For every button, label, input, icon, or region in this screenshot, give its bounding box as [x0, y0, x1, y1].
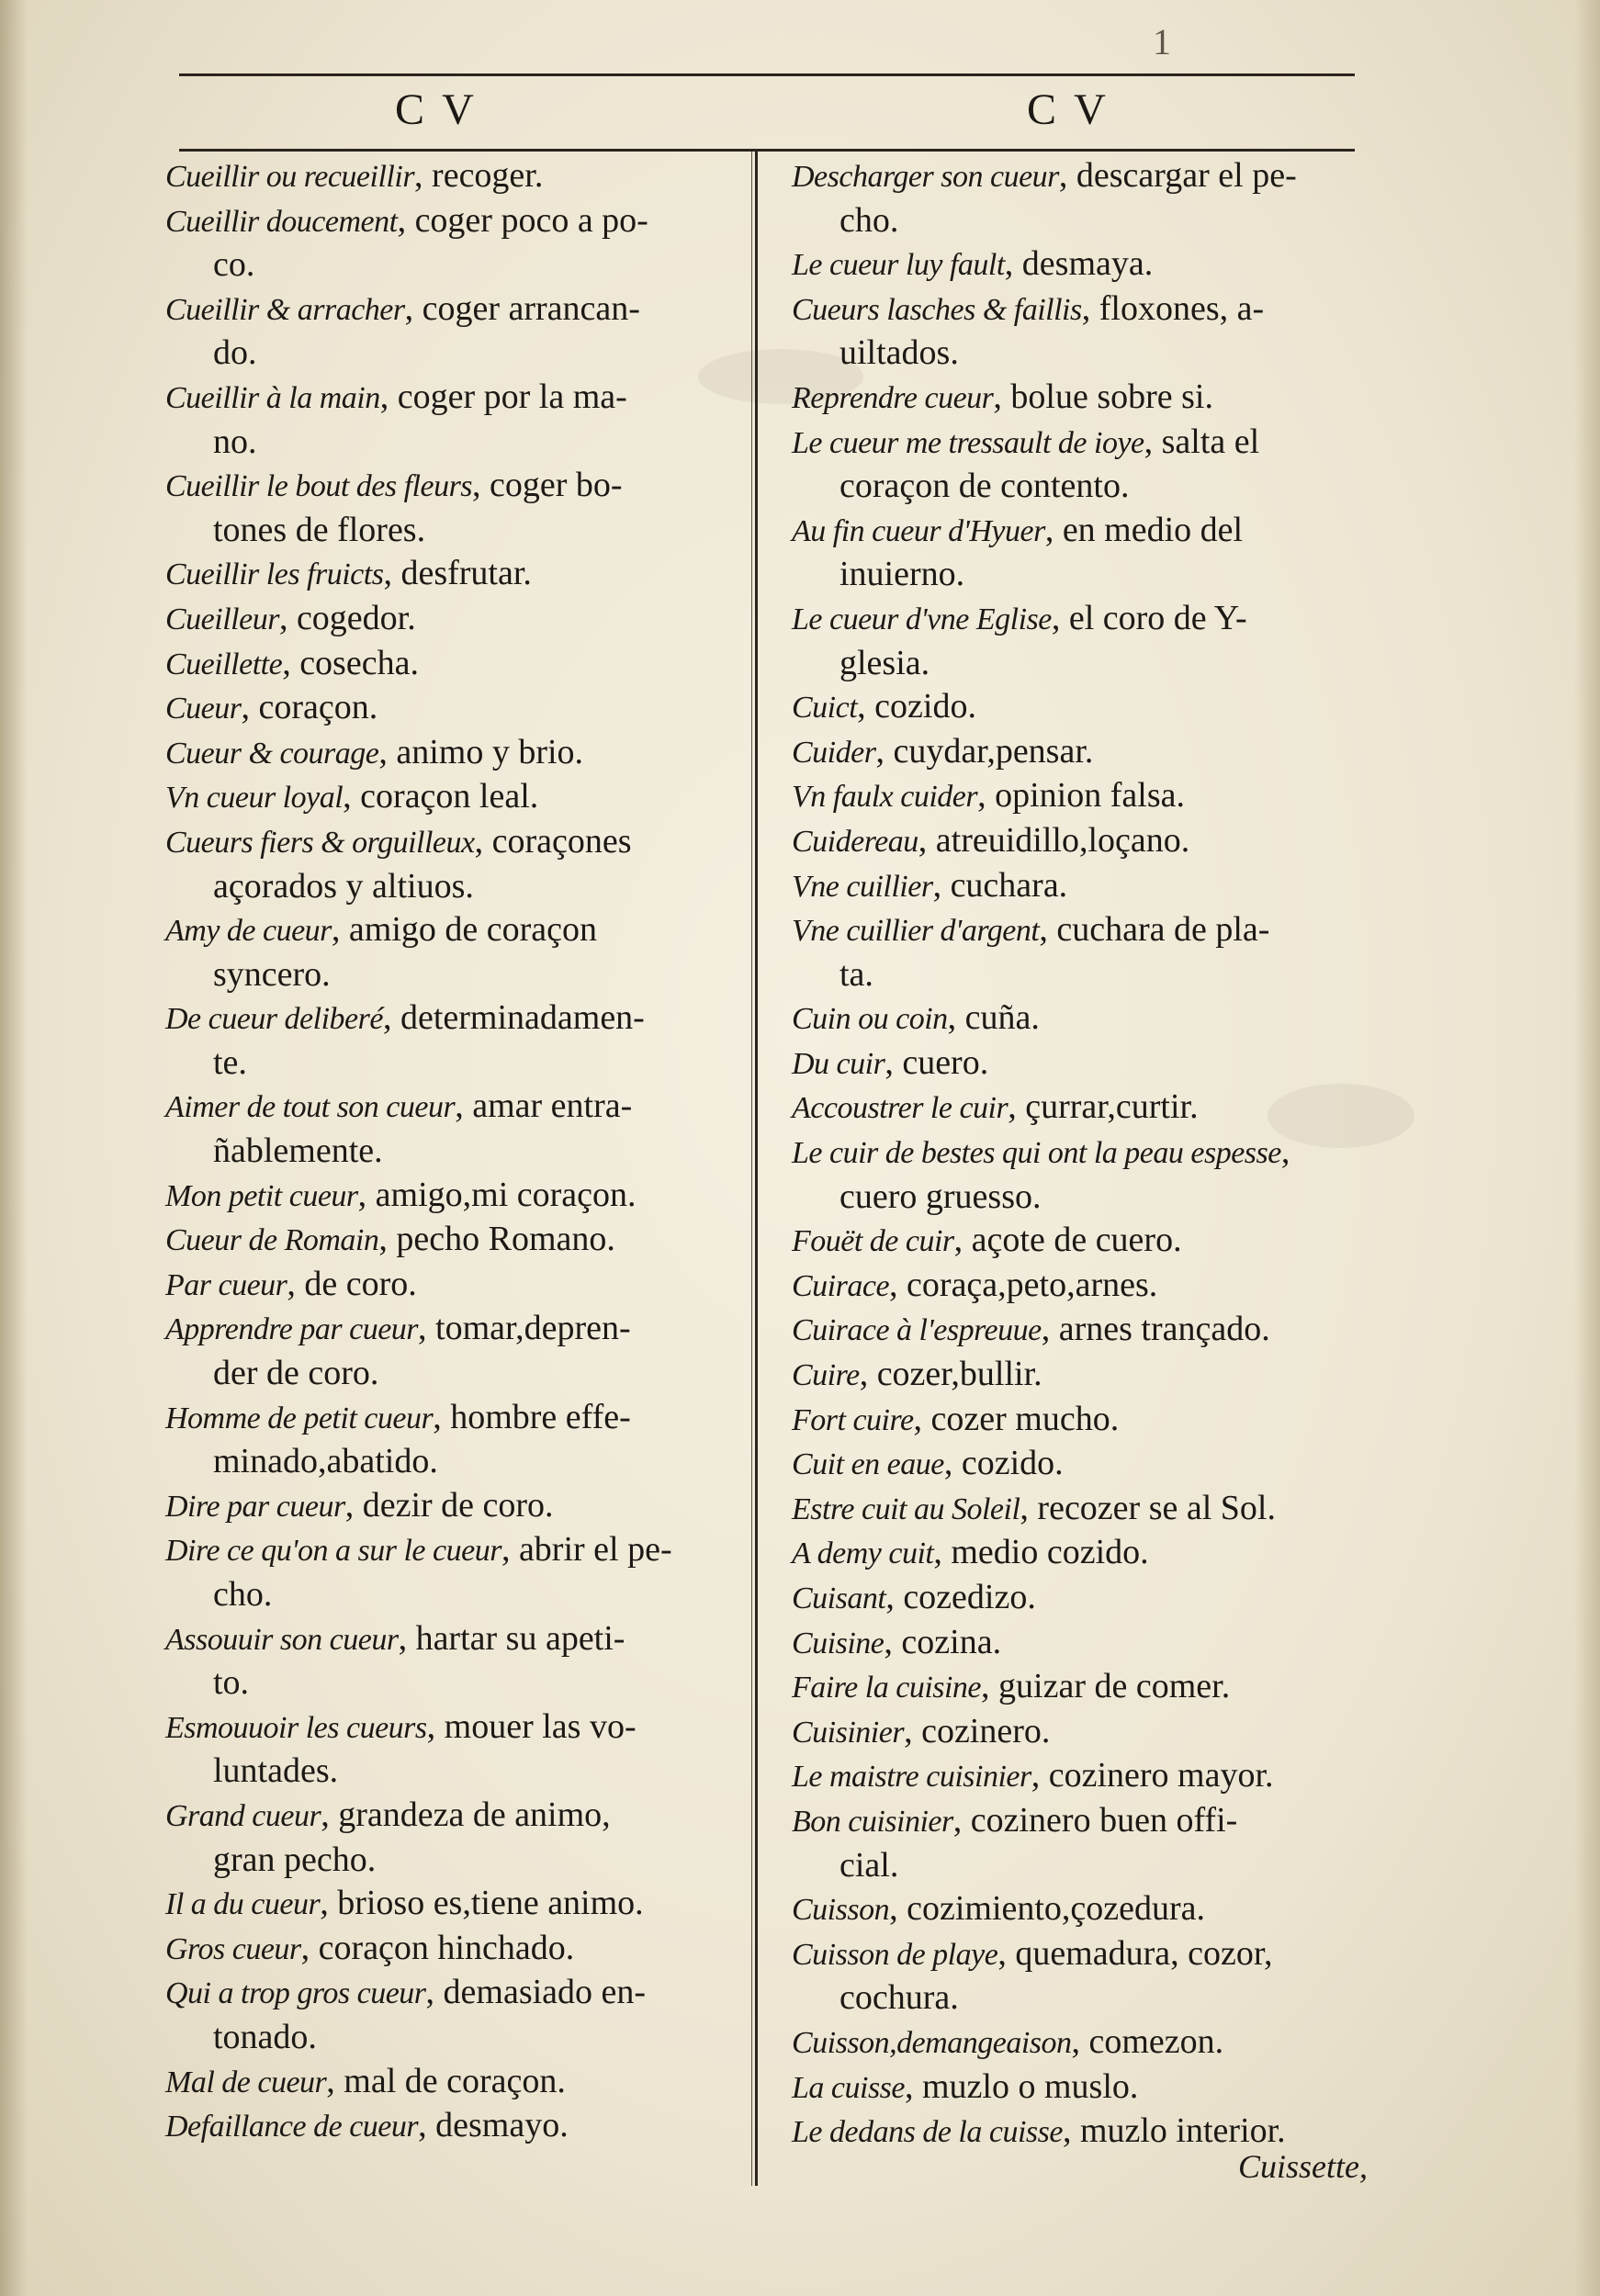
dictionary-entry: [792, 1041, 1380, 1086]
dictionary-entry: [165, 1794, 744, 1882]
translation-continuation: te.: [213, 1042, 247, 1082]
dictionary-entry: [165, 1307, 744, 1395]
spanish-translation: coger por la ma-: [397, 377, 627, 416]
left-column: [165, 154, 744, 2149]
spanish-translation: mouer las vo-: [444, 1706, 637, 1746]
entry-separator: ,: [357, 1175, 376, 1214]
dictionary-entry: [165, 287, 744, 376]
spanish-translation: comezon.: [1088, 2021, 1224, 2061]
entry-separator: ,: [501, 1530, 519, 1570]
french-headword: Faire la cuisine: [792, 1671, 982, 1705]
spanish-translation: açote de cuero.: [971, 1221, 1182, 1260]
french-headword: A demy cuit: [792, 1536, 934, 1571]
spanish-translation: cogedor.: [296, 598, 416, 637]
dictionary-entry: [165, 376, 744, 464]
entry-separator: ,: [378, 732, 397, 771]
spanish-translation: amigo de coraçon: [348, 910, 598, 950]
entry-separator: ,: [326, 2061, 344, 2100]
entry-separator: ,: [433, 1397, 451, 1436]
entry-separator: ,: [300, 1928, 319, 1967]
translation-continuation: inuierno.: [839, 555, 965, 594]
french-headword: Vn faulx cuider: [792, 780, 978, 815]
french-headword: Par cueur: [165, 1267, 287, 1302]
entry-separator: ,: [1051, 598, 1069, 637]
entry-separator: ,: [918, 820, 936, 860]
entry-separator: ,: [947, 998, 965, 1038]
dictionary-entry: [792, 1442, 1380, 1487]
translation-continuation: cochura.: [839, 1978, 959, 2018]
translation-continuation: cho.: [839, 200, 899, 240]
spanish-translation: çurrar,curtir.: [1025, 1087, 1199, 1127]
entry-separator: ,: [404, 288, 423, 328]
spanish-translation: coraçon hinchado.: [318, 1928, 575, 1967]
translation-continuation: uiltados.: [839, 333, 959, 373]
french-headword: Cueillir & arracher: [165, 292, 405, 327]
dictionary-entry: [792, 376, 1380, 421]
french-headword: Amy de cueur: [165, 914, 332, 949]
entry-separator: ,: [474, 821, 492, 861]
dictionary-entry: [792, 287, 1380, 376]
dictionary-entry: [165, 1617, 744, 1705]
dictionary-entry: [792, 1086, 1380, 1131]
column-divider: [755, 152, 758, 2186]
french-headword: Vne cuillier: [792, 869, 933, 904]
french-headword: Fort cuire: [792, 1402, 914, 1437]
spanish-translation: salta el: [1161, 422, 1260, 461]
entry-separator: ,: [414, 156, 433, 195]
french-headword: Cuirace à l'espreuue: [792, 1313, 1042, 1348]
french-headword: Cuict: [792, 691, 858, 726]
spanish-translation: quemadura, cozor,: [1015, 1933, 1273, 1973]
spanish-translation: desmayo.: [435, 2106, 569, 2145]
column-divider-thin: [751, 152, 752, 2186]
dictionary-entry: [792, 1576, 1380, 1621]
entry-separator: ,: [1144, 422, 1162, 461]
spanish-translation: cozimiento,çozedura.: [907, 1889, 1206, 1929]
dictionary-entry: [792, 1754, 1380, 1799]
french-headword: Defaillance de cueur: [165, 2110, 419, 2144]
entry-separator: ,: [1062, 2111, 1080, 2151]
entry-separator: ,: [425, 1973, 444, 2012]
french-headword: Cueillir les fruicts: [165, 557, 384, 592]
french-headword: Fouët de cuir: [792, 1224, 954, 1259]
translation-continuation: cial.: [839, 1845, 899, 1885]
spanish-translation: cuchara de pla-: [1056, 910, 1270, 950]
spanish-translation: bolue sobre si.: [1010, 377, 1213, 416]
dictionary-entry: [165, 1218, 744, 1263]
entry-separator: ,: [1044, 510, 1063, 549]
french-headword: Cuisson: [792, 1893, 890, 1928]
entry-separator: ,: [952, 1800, 971, 1840]
dictionary-entry: [165, 1396, 744, 1484]
spanish-translation: en medio del: [1062, 510, 1244, 549]
dictionary-entry: [792, 1710, 1380, 1755]
catchword: Cuissette,: [1238, 2148, 1368, 2185]
spanish-translation: cozer,bullir.: [876, 1355, 1042, 1394]
french-headword: Bon cuisinier: [792, 1804, 953, 1839]
entry-separator: ,: [943, 1444, 962, 1483]
french-headword: Vn cueur loyal: [165, 781, 344, 816]
entry-separator: ,: [418, 1309, 436, 1348]
french-headword: Apprendre par cueur: [165, 1312, 419, 1347]
entry-separator: ,: [1020, 1488, 1038, 1527]
entry-separator: ,: [278, 598, 297, 637]
dictionary-entry: [792, 1621, 1380, 1666]
translation-continuation: no.: [213, 422, 257, 461]
entry-separator: ,: [1071, 2021, 1089, 2061]
spanish-translation: floxones, a-: [1099, 288, 1265, 328]
french-headword: De cueur deliberé: [165, 1002, 383, 1037]
french-headword: Cueillir le bout des fleurs: [165, 469, 473, 504]
entry-separator: ,: [418, 2106, 436, 2145]
header-rule-bottom: [179, 149, 1355, 152]
entry-separator: ,: [241, 688, 259, 727]
spanish-translation: arnes trançado.: [1058, 1310, 1270, 1349]
french-headword: Cuit en eaue: [792, 1447, 944, 1482]
spanish-translation: recoger.: [432, 156, 544, 195]
spanish-translation: dezir de coro.: [362, 1485, 554, 1525]
french-headword: Cuirace: [792, 1268, 890, 1303]
spanish-translation: de coro.: [304, 1264, 417, 1303]
spanish-translation: desmaya.: [1021, 244, 1154, 284]
french-headword: Mon petit cueur: [165, 1178, 358, 1213]
dictionary-entry: [792, 1487, 1380, 1532]
entry-separator: ,: [953, 1221, 972, 1260]
french-headword: Cuidereau: [792, 824, 918, 859]
dictionary-entry: [792, 908, 1380, 996]
spanish-translation: coraçon leal.: [360, 777, 539, 816]
french-headword: Le maistre cuisinier: [792, 1760, 1031, 1795]
dictionary-entry: [165, 2104, 744, 2149]
french-headword: Cueur & courage: [165, 736, 379, 771]
spanish-translation: descargar el pe-: [1076, 156, 1297, 195]
entry-separator: ,: [1008, 1087, 1026, 1127]
entry-separator: ,: [913, 1399, 931, 1438]
dictionary-entry: [792, 1799, 1380, 1887]
entry-separator: ,: [344, 1485, 363, 1525]
entry-separator: ,: [331, 910, 349, 950]
running-head-right: C V: [1027, 85, 1110, 134]
translation-continuation: gran pecho.: [213, 1840, 377, 1879]
translation-continuation: tonado.: [213, 2017, 317, 2056]
dictionary-entry: [165, 686, 744, 731]
entry-separator: ,: [885, 1578, 904, 1616]
entry-separator: ,: [282, 643, 300, 682]
translation-continuation: açorados y altiuos.: [213, 866, 474, 906]
spanish-translation: coraçon.: [258, 688, 378, 727]
french-headword: Estre cuit au Soleil: [792, 1491, 1020, 1526]
spanish-translation: demasiado en-: [443, 1973, 647, 2012]
spanish-translation: recozer se al Sol.: [1037, 1488, 1276, 1527]
french-headword: Gros cueur: [165, 1931, 301, 1966]
translation-continuation: ñablemente.: [213, 1131, 383, 1171]
dictionary-entry: [792, 1887, 1380, 1932]
dictionary-entry: [165, 1085, 744, 1173]
spanish-translation: grandeza de animo,: [338, 1795, 611, 1834]
spanish-translation: pecho Romano.: [396, 1220, 615, 1259]
french-headword: Descharger son cueur: [792, 160, 1059, 194]
spanish-translation: hombre effe-: [450, 1397, 631, 1436]
french-headword: Du cuir: [792, 1046, 885, 1081]
french-headword: Au fin cueur d'Hyuer: [792, 513, 1045, 548]
french-headword: Aimer de tout son cueur: [165, 1090, 456, 1125]
dictionary-entry: [792, 774, 1380, 819]
entry-separator: ,: [383, 554, 401, 593]
dictionary-entry: [165, 552, 744, 597]
french-headword: Le cuir de bestes qui ont la peau espesse: [792, 1136, 1281, 1171]
translation-continuation: cuero gruesso.: [839, 1176, 1042, 1216]
dictionary-entry: [792, 1131, 1380, 1219]
translation-continuation: der de coro.: [213, 1354, 379, 1393]
french-headword: Vne cuillier d'argent: [792, 914, 1040, 949]
entry-separator: ,: [378, 1220, 397, 1259]
spanish-translation: opinion falsa.: [995, 776, 1185, 816]
dictionary-entry: [792, 1398, 1380, 1443]
dictionary-entry: [792, 730, 1380, 775]
spanish-translation: desfrutar.: [400, 554, 532, 593]
dictionary-entry: [792, 996, 1380, 1041]
spanish-translation: mal de coraçon.: [344, 2061, 566, 2100]
french-headword: Assouuir son cueur: [165, 1622, 399, 1657]
spanish-translation: cuydar,pensar.: [893, 731, 1094, 771]
french-headword: Cueurs fiers & orguilleux: [165, 825, 475, 860]
french-headword: Accoustrer le cuir: [792, 1091, 1008, 1126]
spanish-translation: coraçones: [491, 821, 632, 861]
spanish-translation: cozedizo.: [903, 1578, 1036, 1616]
entry-separator: ,: [905, 2066, 922, 2106]
spanish-translation: atreuidillo,loçano.: [935, 820, 1190, 860]
french-headword: Homme de petit cueur: [165, 1401, 434, 1435]
spanish-translation: coger arrancan-: [422, 288, 640, 328]
french-headword: Cueillir doucement: [165, 204, 398, 239]
entry-separator: ,: [857, 687, 875, 726]
french-headword: Qui a trop gros cueur: [165, 1976, 426, 2011]
spanish-translation: cuchara.: [950, 865, 1068, 905]
entry-separator: ,: [1280, 1132, 1290, 1172]
spanish-translation: abrir el pe-: [518, 1530, 672, 1570]
dictionary-entry: [792, 597, 1380, 685]
french-headword: La cuisse: [792, 2070, 905, 2105]
spanish-translation: cuña.: [964, 998, 1040, 1038]
spanish-translation: cozinero.: [921, 1711, 1051, 1750]
french-headword: Cueur de Romain: [165, 1223, 379, 1258]
dictionary-entry: [165, 775, 744, 820]
french-headword: Dire par cueur: [165, 1489, 345, 1524]
dictionary-entry: [165, 199, 744, 287]
entry-separator: ,: [875, 731, 894, 771]
dictionary-entry: [792, 154, 1380, 242]
spanish-translation: coger poco a po-: [414, 200, 648, 240]
french-headword: Dire ce qu'on a sur le cueur: [165, 1534, 501, 1569]
french-headword: Cueur: [165, 692, 242, 726]
translation-continuation: to.: [213, 1663, 250, 1703]
french-headword: Mal de cueur: [165, 2065, 327, 2099]
dictionary-entry: [792, 421, 1380, 509]
spanish-translation: cuero.: [902, 1042, 989, 1082]
entry-separator: ,: [382, 998, 400, 1038]
entry-separator: ,: [932, 865, 951, 905]
translation-continuation: tones de flores.: [213, 510, 426, 549]
french-headword: Cuire: [792, 1358, 860, 1393]
french-headword: Le cueur me tressault de ioye: [792, 425, 1144, 460]
entry-separator: ,: [889, 1889, 907, 1929]
entry-separator: ,: [1031, 1756, 1049, 1795]
entry-separator: ,: [343, 777, 361, 816]
french-headword: Cueillette: [165, 647, 283, 681]
entry-separator: ,: [993, 377, 1011, 416]
spanish-translation: cozina.: [901, 1622, 1002, 1661]
spanish-translation: cosecha.: [299, 643, 419, 682]
french-headword: Cuisant: [792, 1581, 886, 1615]
dictionary-entry: [165, 464, 744, 552]
spanish-translation: medio cozido.: [951, 1533, 1149, 1572]
entry-separator: ,: [859, 1355, 877, 1394]
dictionary-entry: [165, 908, 744, 996]
entry-separator: ,: [977, 776, 996, 816]
dictionary-entry: [792, 819, 1380, 864]
spanish-translation: coger bo-: [490, 466, 623, 505]
spanish-translation: cozido.: [961, 1444, 1064, 1483]
spanish-translation: cozer mucho.: [930, 1399, 1120, 1438]
entry-separator: ,: [321, 1795, 339, 1834]
french-headword: Cueillir ou recueillir: [165, 160, 415, 194]
right-column: [792, 154, 1380, 2155]
translation-continuation: glesia.: [839, 643, 930, 682]
page-edge-shadow-right: [1574, 0, 1600, 2296]
french-headword: Cueurs lasches & faillis: [792, 292, 1082, 327]
dictionary-entry: [792, 1932, 1380, 2020]
translation-continuation: do.: [213, 333, 257, 373]
translation-continuation: cho.: [213, 1575, 273, 1614]
spanish-translation: amigo,mi coraçon.: [375, 1175, 637, 1214]
entry-separator: ,: [904, 1711, 922, 1750]
translation-continuation: co.: [213, 245, 255, 285]
entry-separator: ,: [889, 1265, 907, 1304]
spanish-translation: amar entra-: [472, 1086, 633, 1126]
french-headword: Grand cueur: [165, 1798, 321, 1833]
dictionary-entry: [165, 820, 744, 908]
dictionary-entry: [792, 242, 1380, 287]
spanish-translation: cozinero buen offi-: [970, 1800, 1238, 1840]
corner-mark: 1: [1153, 21, 1171, 62]
spanish-translation: coraça,peto,arnes.: [907, 1265, 1158, 1304]
dictionary-entry: [165, 1528, 744, 1616]
dictionary-entry: [165, 1705, 744, 1794]
french-headword: Cueilleur: [165, 602, 279, 636]
entry-separator: ,: [320, 1884, 338, 1923]
entry-separator: ,: [397, 200, 415, 240]
dictionary-entry: [165, 597, 744, 642]
french-headword: Cueillir à la main: [165, 380, 380, 415]
spanish-translation: el coro de Y-: [1068, 598, 1247, 637]
entry-separator: ,: [1004, 244, 1022, 284]
dictionary-entry: [792, 1665, 1380, 1710]
french-headword: Cuisinier: [792, 1715, 905, 1750]
dictionary-entry: [165, 154, 744, 199]
spanish-translation: hartar su apeti-: [415, 1618, 625, 1658]
translation-continuation: minado,abatido.: [213, 1442, 438, 1481]
translation-continuation: coraçon de contento.: [839, 467, 1130, 506]
spanish-translation: muzlo o muslo.: [922, 2066, 1139, 2106]
running-head-left: C V: [395, 85, 478, 134]
dictionary-entry: [165, 1971, 744, 2059]
french-headword: Cuisson de playe: [792, 1937, 998, 1972]
dictionary-entry: [792, 1308, 1380, 1353]
dictionary-entry: [792, 685, 1380, 730]
entry-separator: ,: [398, 1618, 416, 1658]
dictionary-entry: [792, 1264, 1380, 1309]
spanish-translation: muzlo interior.: [1079, 2111, 1286, 2151]
entry-separator: ,: [426, 1706, 445, 1746]
dictionary-entry: [165, 2060, 744, 2105]
french-headword: Cuisson,demangeaison: [792, 2025, 1072, 2060]
dictionary-entry: [792, 1219, 1380, 1264]
page-edge-shadow-left: [0, 0, 28, 2296]
entry-separator: ,: [933, 1533, 952, 1572]
entry-separator: ,: [287, 1264, 305, 1303]
entry-separator: ,: [1081, 288, 1099, 328]
dictionary-entry: [792, 1531, 1380, 1576]
dictionary-entry: [165, 1263, 744, 1308]
spanish-translation: cozido.: [874, 687, 976, 726]
spanish-translation: brioso es,tiene animo.: [337, 1884, 644, 1923]
spanish-translation: guizar de comer.: [998, 1667, 1231, 1706]
spanish-translation: determinadamen-: [400, 998, 645, 1038]
dictionary-entry: [792, 509, 1380, 597]
entry-separator: ,: [1058, 156, 1076, 195]
dictionary-entry: [792, 2065, 1380, 2110]
french-headword: Il a du cueur: [165, 1887, 321, 1922]
french-headword: Cuin ou coin: [792, 1002, 948, 1037]
dictionary-entry: [165, 1882, 744, 1927]
dictionary-entry: [165, 731, 744, 776]
entry-separator: ,: [1039, 910, 1057, 950]
dictionary-entry: [792, 2020, 1380, 2065]
entry-separator: ,: [997, 1933, 1016, 1973]
french-headword: Esmouuoir les cueurs: [165, 1710, 427, 1745]
french-headword: Cuider: [792, 735, 876, 770]
french-headword: Le cueur luy fault: [792, 248, 1005, 283]
entry-separator: ,: [885, 1042, 903, 1082]
french-headword: Reprendre cueur: [792, 380, 994, 415]
french-headword: Le dedans de la cuisse: [792, 2115, 1063, 2150]
entry-separator: ,: [455, 1086, 473, 1126]
french-headword: Le cueur d'vne Eglise: [792, 602, 1052, 636]
french-headword: Cuisine: [792, 1626, 885, 1660]
dictionary-entry: [165, 1484, 744, 1529]
dictionary-entry: [792, 864, 1380, 909]
entry-separator: ,: [1041, 1310, 1059, 1349]
spanish-translation: tomar,depren-: [435, 1309, 631, 1348]
dictionary-entry: [165, 1927, 744, 1972]
entry-separator: ,: [981, 1667, 999, 1706]
entry-separator: ,: [884, 1622, 902, 1661]
entry-separator: ,: [379, 377, 398, 416]
dictionary-entry: [792, 1353, 1380, 1398]
spanish-translation: animo y brio.: [396, 732, 584, 771]
translation-continuation: luntades.: [213, 1751, 339, 1791]
spanish-translation: cozinero mayor.: [1048, 1756, 1274, 1795]
dictionary-entry: [165, 1174, 744, 1219]
translation-continuation: syncero.: [213, 954, 331, 994]
entry-separator: ,: [472, 466, 490, 505]
dictionary-entry: [165, 642, 744, 687]
translation-continuation: ta.: [839, 954, 873, 994]
dictionary-entry: [165, 996, 744, 1085]
header-rule-top: [179, 73, 1355, 76]
